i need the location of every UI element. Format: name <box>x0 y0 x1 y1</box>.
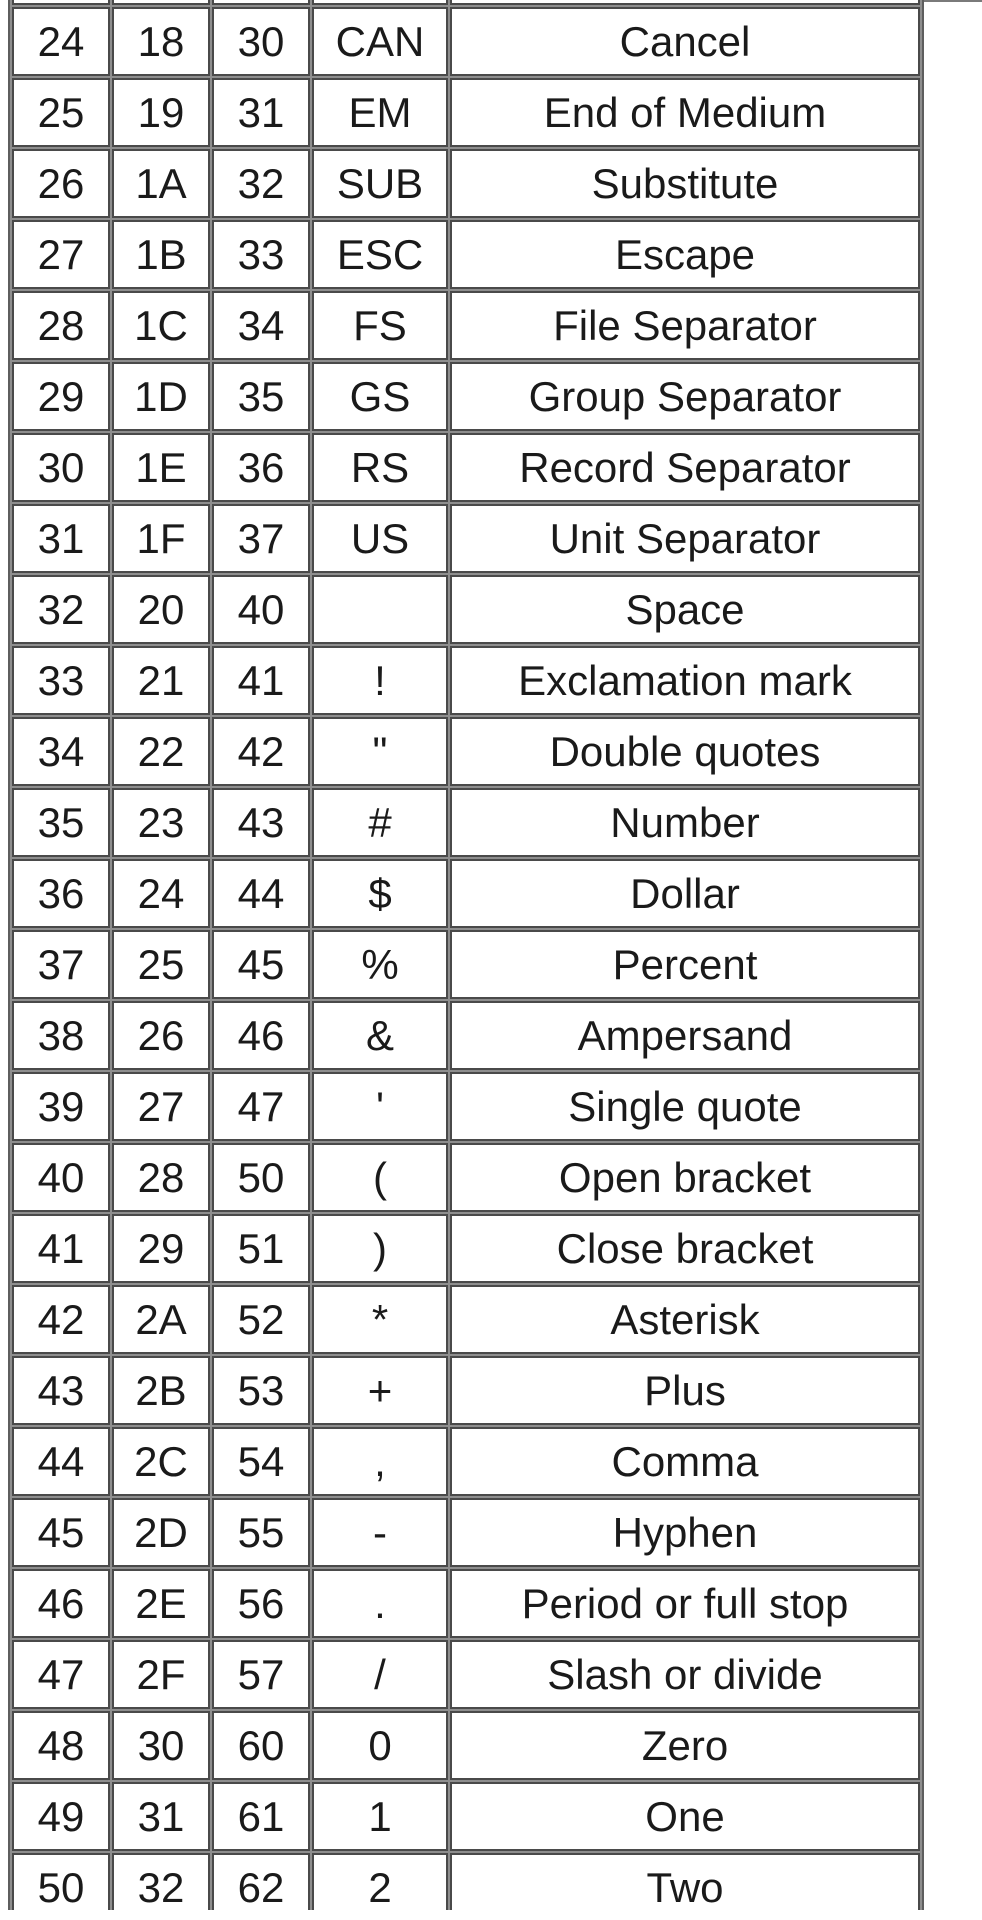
hex-cell: 30 <box>112 1711 210 1780</box>
hex-cell: 2E <box>112 1569 210 1638</box>
hex-cell: 2A <box>112 1285 210 1354</box>
decimal-cell: 30 <box>12 433 110 502</box>
decimal-cell: 33 <box>12 646 110 715</box>
hex-cell: 31 <box>112 1782 210 1851</box>
decimal-cell: 50 <box>12 1853 110 1910</box>
table-row-spacer <box>12 0 920 5</box>
symbol-cell: / <box>312 1640 448 1709</box>
decimal-cell: 34 <box>12 717 110 786</box>
symbol-cell: GS <box>312 362 448 431</box>
description-cell: Cancel <box>450 7 920 76</box>
symbol-cell: # <box>312 788 448 857</box>
hex-cell: 29 <box>112 1214 210 1283</box>
octal-cell: 53 <box>212 1356 310 1425</box>
decimal-cell: 32 <box>12 575 110 644</box>
description-cell: Unit Separator <box>450 504 920 573</box>
symbol-cell: - <box>312 1498 448 1567</box>
hex-cell: 28 <box>112 1143 210 1212</box>
decimal-cell: 36 <box>12 859 110 928</box>
hex-cell: 20 <box>112 575 210 644</box>
table-row <box>12 788 920 857</box>
decimal-cell: 35 <box>12 788 110 857</box>
table-row <box>12 1711 920 1780</box>
symbol-cell: * <box>312 1285 448 1354</box>
table-row <box>12 1143 920 1212</box>
table-row <box>12 362 920 431</box>
hex-cell: 32 <box>112 1853 210 1910</box>
table-row <box>12 1782 920 1851</box>
symbol-cell: CAN <box>312 7 448 76</box>
decimal-cell: 31 <box>12 504 110 573</box>
description-cell: Hyphen <box>450 1498 920 1567</box>
spacer-cell <box>112 0 210 5</box>
hex-cell: 1D <box>112 362 210 431</box>
description-cell: End of Medium <box>450 78 920 147</box>
table-row <box>12 291 920 360</box>
octal-cell: 42 <box>212 717 310 786</box>
decimal-cell: 48 <box>12 1711 110 1780</box>
symbol-cell: ( <box>312 1143 448 1212</box>
description-cell: Plus <box>450 1356 920 1425</box>
decimal-cell: 41 <box>12 1214 110 1283</box>
description-cell: Dollar <box>450 859 920 928</box>
decimal-cell: 27 <box>12 220 110 289</box>
symbol-cell: FS <box>312 291 448 360</box>
table-row <box>12 1569 920 1638</box>
symbol-cell: SUB <box>312 149 448 218</box>
table-row <box>12 1356 920 1425</box>
hex-cell: 23 <box>112 788 210 857</box>
description-cell: Double quotes <box>450 717 920 786</box>
description-cell: Zero <box>450 1711 920 1780</box>
description-cell: Open bracket <box>450 1143 920 1212</box>
octal-cell: 46 <box>212 1001 310 1070</box>
symbol-cell: ' <box>312 1072 448 1141</box>
symbol-cell: ) <box>312 1214 448 1283</box>
symbol-cell: % <box>312 930 448 999</box>
page-edge-divider <box>924 0 982 2</box>
description-cell: Two <box>450 1853 920 1910</box>
hex-cell: 1A <box>112 149 210 218</box>
ascii-table-viewport[interactable] <box>8 0 924 1910</box>
symbol-cell: 1 <box>312 1782 448 1851</box>
symbol-cell: 0 <box>312 1711 448 1780</box>
hex-cell: 2F <box>112 1640 210 1709</box>
description-cell: Single quote <box>450 1072 920 1141</box>
ascii-table <box>8 0 924 1910</box>
decimal-cell: 28 <box>12 291 110 360</box>
octal-cell: 50 <box>212 1143 310 1212</box>
octal-cell: 31 <box>212 78 310 147</box>
table-row <box>12 859 920 928</box>
ascii-table-body <box>12 0 920 1910</box>
decimal-cell: 43 <box>12 1356 110 1425</box>
spacer-cell <box>450 0 920 5</box>
table-row <box>12 149 920 218</box>
octal-cell: 30 <box>212 7 310 76</box>
description-cell: File Separator <box>450 291 920 360</box>
octal-cell: 61 <box>212 1782 310 1851</box>
hex-cell: 18 <box>112 7 210 76</box>
table-row <box>12 220 920 289</box>
table-row <box>12 717 920 786</box>
symbol-cell: $ <box>312 859 448 928</box>
hex-cell: 1F <box>112 504 210 573</box>
description-cell: Period or full stop <box>450 1569 920 1638</box>
octal-cell: 44 <box>212 859 310 928</box>
decimal-cell: 29 <box>12 362 110 431</box>
description-cell: Group Separator <box>450 362 920 431</box>
decimal-cell: 24 <box>12 7 110 76</box>
symbol-cell: RS <box>312 433 448 502</box>
octal-cell: 34 <box>212 291 310 360</box>
table-row <box>12 78 920 147</box>
octal-cell: 57 <box>212 1640 310 1709</box>
table-row <box>12 433 920 502</box>
spacer-cell <box>12 0 110 5</box>
table-row <box>12 646 920 715</box>
octal-cell: 40 <box>212 575 310 644</box>
decimal-cell: 45 <box>12 1498 110 1567</box>
octal-cell: 55 <box>212 1498 310 1567</box>
octal-cell: 37 <box>212 504 310 573</box>
octal-cell: 60 <box>212 1711 310 1780</box>
description-cell: Close bracket <box>450 1214 920 1283</box>
octal-cell: 32 <box>212 149 310 218</box>
decimal-cell: 40 <box>12 1143 110 1212</box>
description-cell: Percent <box>450 930 920 999</box>
description-cell: One <box>450 1782 920 1851</box>
description-cell: Exclamation mark <box>450 646 920 715</box>
symbol-cell: EM <box>312 78 448 147</box>
octal-cell: 47 <box>212 1072 310 1141</box>
symbol-cell: 2 <box>312 1853 448 1910</box>
table-row <box>12 1072 920 1141</box>
decimal-cell: 49 <box>12 1782 110 1851</box>
decimal-cell: 44 <box>12 1427 110 1496</box>
table-row <box>12 930 920 999</box>
octal-cell: 35 <box>212 362 310 431</box>
table-row <box>12 1498 920 1567</box>
decimal-cell: 42 <box>12 1285 110 1354</box>
symbol-cell: , <box>312 1427 448 1496</box>
symbol-cell: . <box>312 1569 448 1638</box>
table-row <box>12 1427 920 1496</box>
symbol-cell: ! <box>312 646 448 715</box>
hex-cell: 24 <box>112 859 210 928</box>
description-cell: Record Separator <box>450 433 920 502</box>
octal-cell: 51 <box>212 1214 310 1283</box>
hex-cell: 2D <box>112 1498 210 1567</box>
symbol-cell: " <box>312 717 448 786</box>
description-cell: Number <box>450 788 920 857</box>
table-row <box>12 1001 920 1070</box>
decimal-cell: 46 <box>12 1569 110 1638</box>
octal-cell: 54 <box>212 1427 310 1496</box>
spacer-cell <box>212 0 310 5</box>
description-cell: Substitute <box>450 149 920 218</box>
hex-cell: 27 <box>112 1072 210 1141</box>
table-row <box>12 1853 920 1910</box>
decimal-cell: 37 <box>12 930 110 999</box>
decimal-cell: 26 <box>12 149 110 218</box>
decimal-cell: 39 <box>12 1072 110 1141</box>
hex-cell: 25 <box>112 930 210 999</box>
table-row <box>12 1640 920 1709</box>
decimal-cell: 38 <box>12 1001 110 1070</box>
spacer-cell <box>312 0 448 5</box>
octal-cell: 62 <box>212 1853 310 1910</box>
hex-cell: 2C <box>112 1427 210 1496</box>
symbol-cell <box>312 575 448 644</box>
octal-cell: 56 <box>212 1569 310 1638</box>
table-row <box>12 1285 920 1354</box>
octal-cell: 36 <box>212 433 310 502</box>
symbol-cell: + <box>312 1356 448 1425</box>
table-row <box>12 7 920 76</box>
octal-cell: 43 <box>212 788 310 857</box>
hex-cell: 26 <box>112 1001 210 1070</box>
decimal-cell: 25 <box>12 78 110 147</box>
description-cell: Asterisk <box>450 1285 920 1354</box>
description-cell: Slash or divide <box>450 1640 920 1709</box>
octal-cell: 41 <box>212 646 310 715</box>
hex-cell: 19 <box>112 78 210 147</box>
symbol-cell: US <box>312 504 448 573</box>
octal-cell: 45 <box>212 930 310 999</box>
octal-cell: 52 <box>212 1285 310 1354</box>
description-cell: Escape <box>450 220 920 289</box>
description-cell: Space <box>450 575 920 644</box>
description-cell: Comma <box>450 1427 920 1496</box>
table-row <box>12 504 920 573</box>
symbol-cell: & <box>312 1001 448 1070</box>
hex-cell: 2B <box>112 1356 210 1425</box>
octal-cell: 33 <box>212 220 310 289</box>
table-row <box>12 575 920 644</box>
hex-cell: 1E <box>112 433 210 502</box>
hex-cell: 1B <box>112 220 210 289</box>
decimal-cell: 47 <box>12 1640 110 1709</box>
hex-cell: 1C <box>112 291 210 360</box>
hex-cell: 21 <box>112 646 210 715</box>
hex-cell: 22 <box>112 717 210 786</box>
symbol-cell: ESC <box>312 220 448 289</box>
description-cell: Ampersand <box>450 1001 920 1070</box>
table-row <box>12 1214 920 1283</box>
